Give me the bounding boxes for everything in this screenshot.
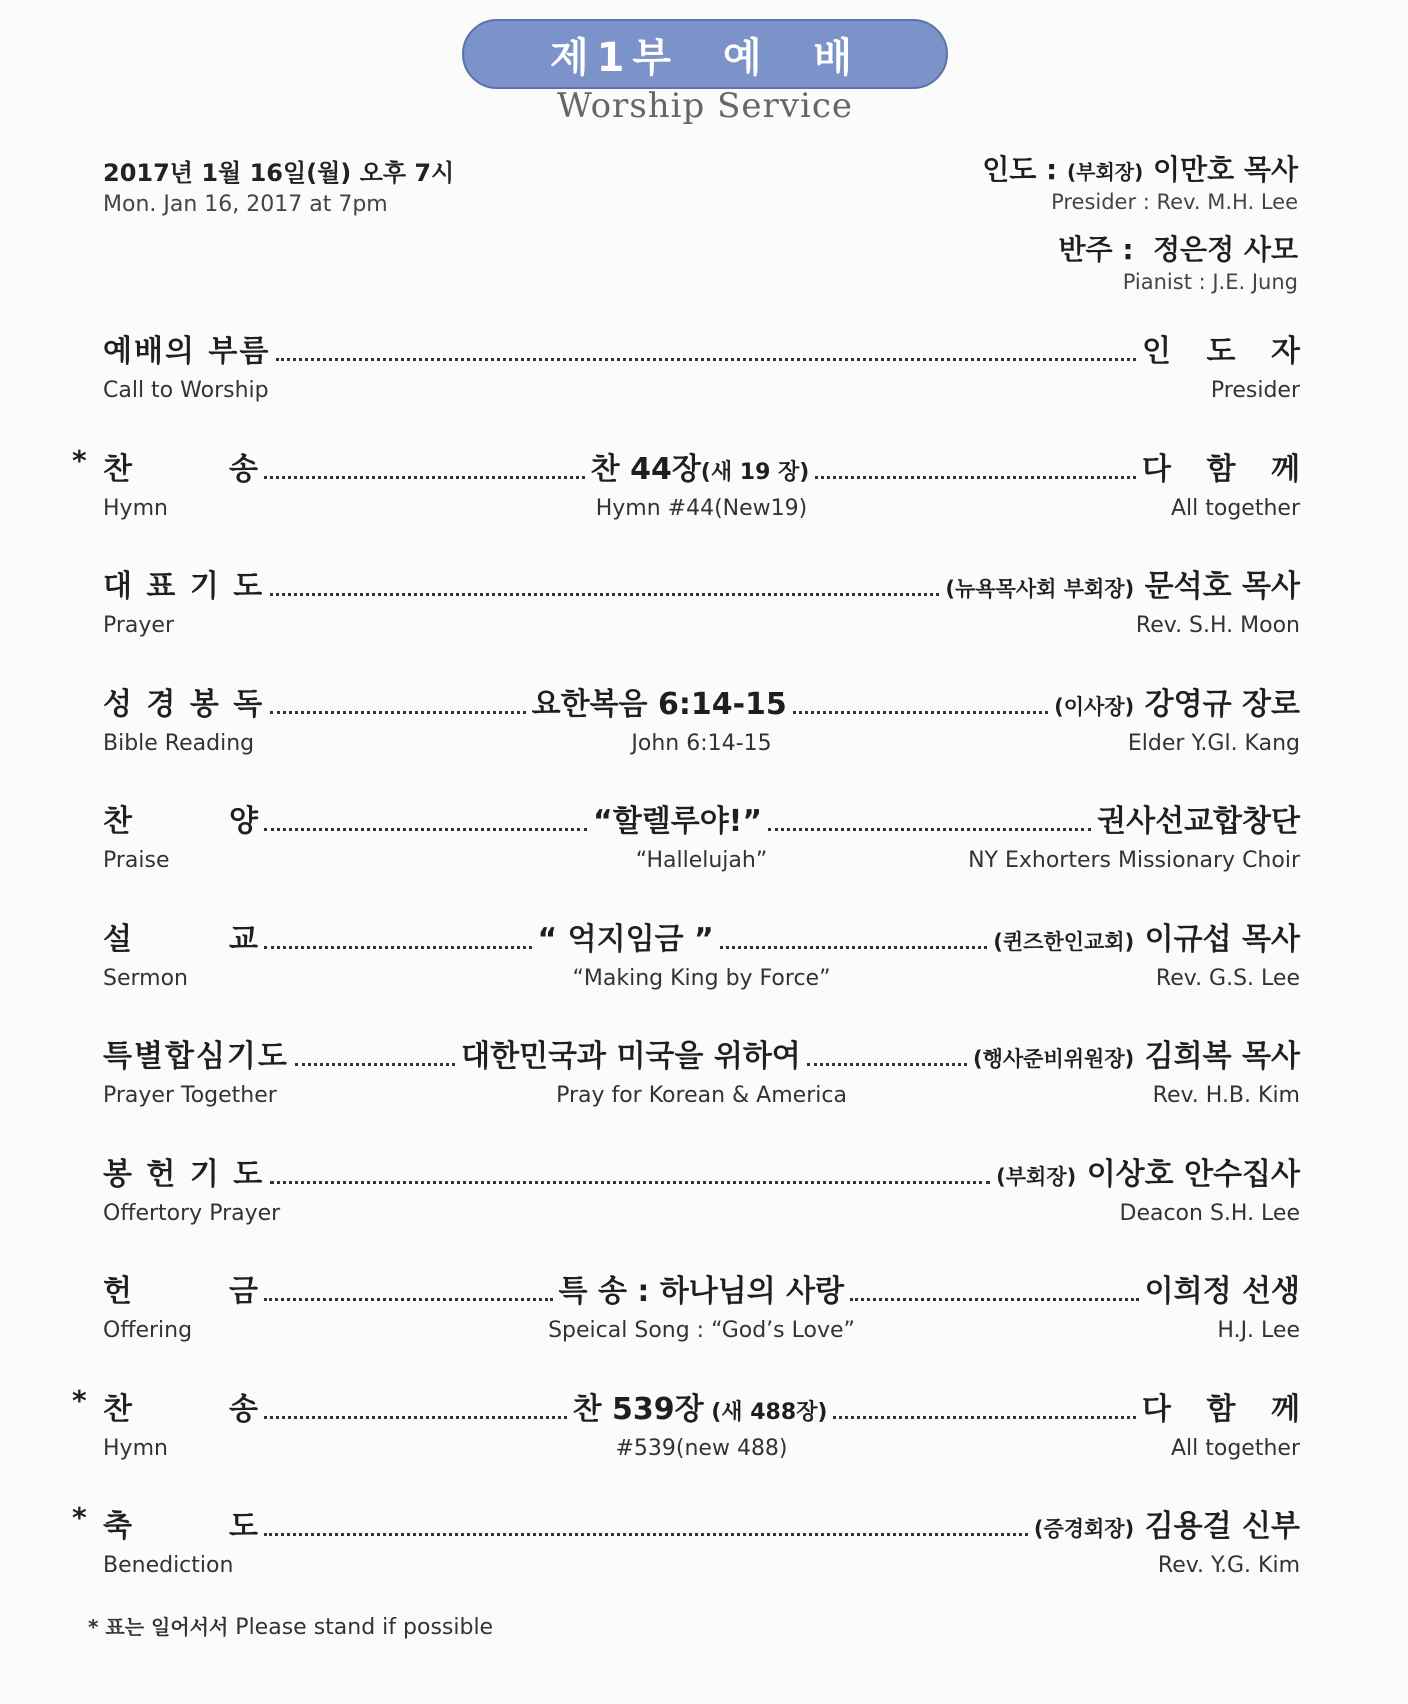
service-leaders: [982, 148, 1298, 294]
item-leader-english: H.J. Lee: [1217, 1318, 1300, 1343]
program-item: [0, 444, 1408, 548]
item-label: [103, 561, 264, 605]
program-item: [0, 1384, 1408, 1488]
item-label-part: 특별합심기도: [103, 1039, 289, 1074]
item-leader: [1145, 1266, 1300, 1310]
pianist-english: Pianist : J.E. Jung: [1122, 270, 1298, 294]
program-item: [0, 565, 1408, 665]
item-leader: [1034, 1501, 1300, 1545]
leader-role: (부회장): [996, 1165, 1077, 1189]
item-label-english: Hymn: [103, 1436, 168, 1461]
leader-role: (증경회장): [1033, 1517, 1135, 1541]
item-detail-note: (새 19 장): [700, 460, 810, 485]
item-leader-english: Elder Y.Gl. Kang: [1127, 731, 1300, 756]
item-detail-english: Pray for Korean & America: [556, 1083, 847, 1108]
leader-name: 권사선교합창단: [1097, 804, 1301, 839]
presider-prefix: 인도 :: [982, 153, 1067, 186]
item-detail-main: “ 억지임금 ”: [537, 922, 714, 957]
stand-marker: *: [72, 1501, 87, 1534]
leader-name: 김희복 목사: [1144, 1039, 1301, 1074]
item-detail: [532, 679, 787, 723]
item-label-part: 교: [229, 922, 258, 957]
item-detail-main: 특 송 : 하나님의 사랑: [558, 1274, 845, 1309]
program-item: [0, 1153, 1408, 1253]
item-label-english: Sermon: [103, 966, 188, 991]
leader-name: 자: [1271, 334, 1300, 369]
item-leader-english: Rev. Y.G. Kim: [1157, 1553, 1300, 1578]
leader-role: (행사준비위원장): [973, 1047, 1135, 1071]
dot-leader: [264, 1416, 567, 1419]
date-english: Mon. Jan 16, 2017 at 7pm: [103, 192, 388, 217]
item-label-english: Offering: [103, 1318, 193, 1343]
leader-name: 김용걸 신부: [1144, 1509, 1300, 1544]
item-detail-main: 대한민국과 미국을 위하여: [461, 1039, 801, 1074]
leader-name: 이상호 안수집사: [1086, 1157, 1300, 1192]
stand-marker: *: [72, 444, 87, 477]
leader-name: 인: [1142, 334, 1171, 369]
item-label: [103, 679, 264, 723]
item-label-english: Hymn: [103, 496, 168, 521]
dot-leader: [264, 476, 585, 479]
item-label-english: Call to Worship: [103, 378, 269, 403]
item-label: [103, 796, 258, 840]
item-detail-english: #539(new 488): [615, 1436, 788, 1461]
item-detail-english: Speical Song : “God’s Love”: [548, 1318, 855, 1343]
presider-name: 이만호 목사: [1143, 153, 1298, 186]
item-detail: [591, 444, 810, 488]
item-detail-note: (새 488장): [703, 1400, 828, 1425]
item-detail-main: 찬 44장: [590, 452, 701, 487]
item-detail-english: “Making King by Force”: [572, 966, 831, 991]
presider-korean: [982, 148, 1298, 188]
item-detail-english: Hymn #44(New19): [595, 496, 808, 521]
title-korean: 제1부 예 배: [549, 34, 861, 81]
item-label: [103, 1384, 258, 1428]
program-item: [0, 1501, 1408, 1605]
item-label: [103, 914, 258, 958]
program-item: [0, 1270, 1408, 1370]
item-label: [103, 326, 270, 370]
item-label-part: 찬: [103, 1392, 132, 1427]
item-detail: [593, 796, 762, 840]
leader-role: (뉴욕목사회 부회장): [945, 577, 1135, 601]
dot-leader: [768, 828, 1091, 831]
item-label-part: 찬: [103, 804, 132, 839]
item-leader: [993, 914, 1300, 958]
dot-leader: [270, 711, 525, 714]
dot-leader: [295, 1063, 455, 1066]
item-label-english: Benediction: [103, 1553, 234, 1578]
title-english: Worship Service: [556, 86, 854, 126]
leader-name: 함: [1206, 452, 1236, 487]
item-leader-english: Rev. G.S. Lee: [1155, 966, 1300, 991]
footnote: [88, 1611, 493, 1640]
item-leader-english: NY Exhorters Missionary Choir: [968, 848, 1300, 873]
item-detail-english: John 6:14-15: [631, 731, 772, 756]
dot-leader: [720, 946, 988, 949]
leader-role: (이사장): [1054, 695, 1135, 719]
item-label-english: Bible Reading: [103, 731, 255, 756]
item-detail: [538, 914, 714, 958]
program-item: [0, 800, 1408, 900]
leader-name: 강영규 장로: [1144, 687, 1301, 722]
item-detail-main: 찬 539장: [572, 1392, 704, 1427]
item-label-english: Prayer: [103, 613, 175, 638]
item-label: [103, 1501, 258, 1545]
dot-leader: [793, 711, 1048, 714]
item-label: [103, 1031, 289, 1075]
presider-role: (부회장): [1067, 160, 1144, 184]
leader-name: 도: [1206, 334, 1236, 369]
item-label-part: 금: [229, 1274, 258, 1309]
presider-english: Presider : Rev. M.H. Lee: [1051, 190, 1298, 214]
item-leader: [945, 561, 1300, 605]
item-label-part: 봉 헌 기 도: [103, 1157, 265, 1192]
program-item: [0, 1035, 1408, 1135]
dot-leader: [850, 1298, 1139, 1301]
footnote-korean: * 표는 일어서서: [88, 1615, 229, 1639]
program-item: [0, 330, 1408, 430]
item-leader: [1142, 444, 1300, 488]
item-leader-english: All together: [1170, 1436, 1300, 1461]
leader-name: 이희정 선생: [1144, 1274, 1301, 1309]
item-label: [103, 444, 258, 488]
item-label-part: 대 표 기 도: [103, 569, 265, 604]
leader-name: 문석호 목사: [1144, 569, 1300, 604]
program-item: [0, 683, 1408, 783]
item-detail-main: “할렐루야!”: [593, 804, 763, 839]
leader-role: (퀸즈한인교회): [993, 930, 1135, 954]
leader-name: 께: [1271, 452, 1300, 487]
dot-leader: [270, 593, 939, 596]
program-item: [0, 918, 1408, 1018]
item-label-part: 헌: [103, 1274, 132, 1309]
dot-leader: [815, 476, 1136, 479]
item-label-part: 설: [103, 922, 132, 957]
item-label: [103, 1149, 264, 1193]
item-detail: [461, 1031, 801, 1075]
item-detail: [573, 1384, 828, 1428]
leader-name: 함: [1206, 1392, 1236, 1427]
dot-leader: [833, 1416, 1136, 1419]
dot-leader: [264, 946, 532, 949]
item-label: [103, 1266, 258, 1310]
item-detail: [559, 1266, 845, 1310]
leader-name: 께: [1271, 1392, 1300, 1427]
item-label-part: 성 경 봉 독: [103, 687, 265, 722]
footnote-english: Please stand if possible: [228, 1615, 494, 1640]
leader-name: 다: [1142, 452, 1171, 487]
item-label-part: 양: [229, 804, 258, 839]
item-leader-english: Deacon S.H. Lee: [1119, 1201, 1300, 1226]
item-label-english: Offertory Prayer: [103, 1201, 281, 1226]
title-banner: [462, 19, 948, 89]
item-leader-english: All together: [1170, 496, 1300, 521]
item-leader: [996, 1149, 1300, 1193]
item-leader: [973, 1031, 1300, 1075]
item-detail-main: 요한복음 6:14-15: [531, 687, 787, 722]
leader-name: 다: [1142, 1392, 1171, 1427]
dot-leader: [264, 1298, 553, 1301]
item-label-part: 송: [229, 452, 258, 487]
pianist-korean: 반주 : 정은정 사모: [1058, 233, 1298, 266]
item-leader: [1097, 796, 1300, 840]
item-leader: [1054, 679, 1300, 723]
item-label-part: 도: [229, 1509, 258, 1544]
item-label-part: 찬: [103, 452, 132, 487]
item-label-part: 예배의 부름: [103, 334, 271, 369]
dot-leader: [270, 1181, 990, 1184]
date-korean: 2017년 1월 16일(월) 오후 7시: [103, 159, 455, 187]
item-leader-english: Rev. H.B. Kim: [1152, 1083, 1300, 1108]
leader-name: 이규섭 목사: [1144, 922, 1301, 957]
service-date: [103, 153, 454, 217]
stand-marker: *: [72, 1384, 87, 1417]
item-leader: [1142, 1384, 1300, 1428]
item-detail-english: “Hallelujah”: [635, 848, 768, 873]
item-leader-english: Presider: [1210, 378, 1300, 403]
item-label-part: 송: [229, 1392, 258, 1427]
dot-leader: [807, 1063, 967, 1066]
dot-leader: [276, 358, 1136, 361]
item-leader: [1142, 326, 1300, 370]
dot-leader: [264, 828, 587, 831]
item-label-part: 축: [103, 1509, 132, 1544]
dot-leader: [264, 1533, 1028, 1536]
item-leader-english: Rev. S.H. Moon: [1135, 613, 1300, 638]
item-label-english: Praise: [103, 848, 170, 873]
item-label-english: Prayer Together: [103, 1083, 277, 1108]
